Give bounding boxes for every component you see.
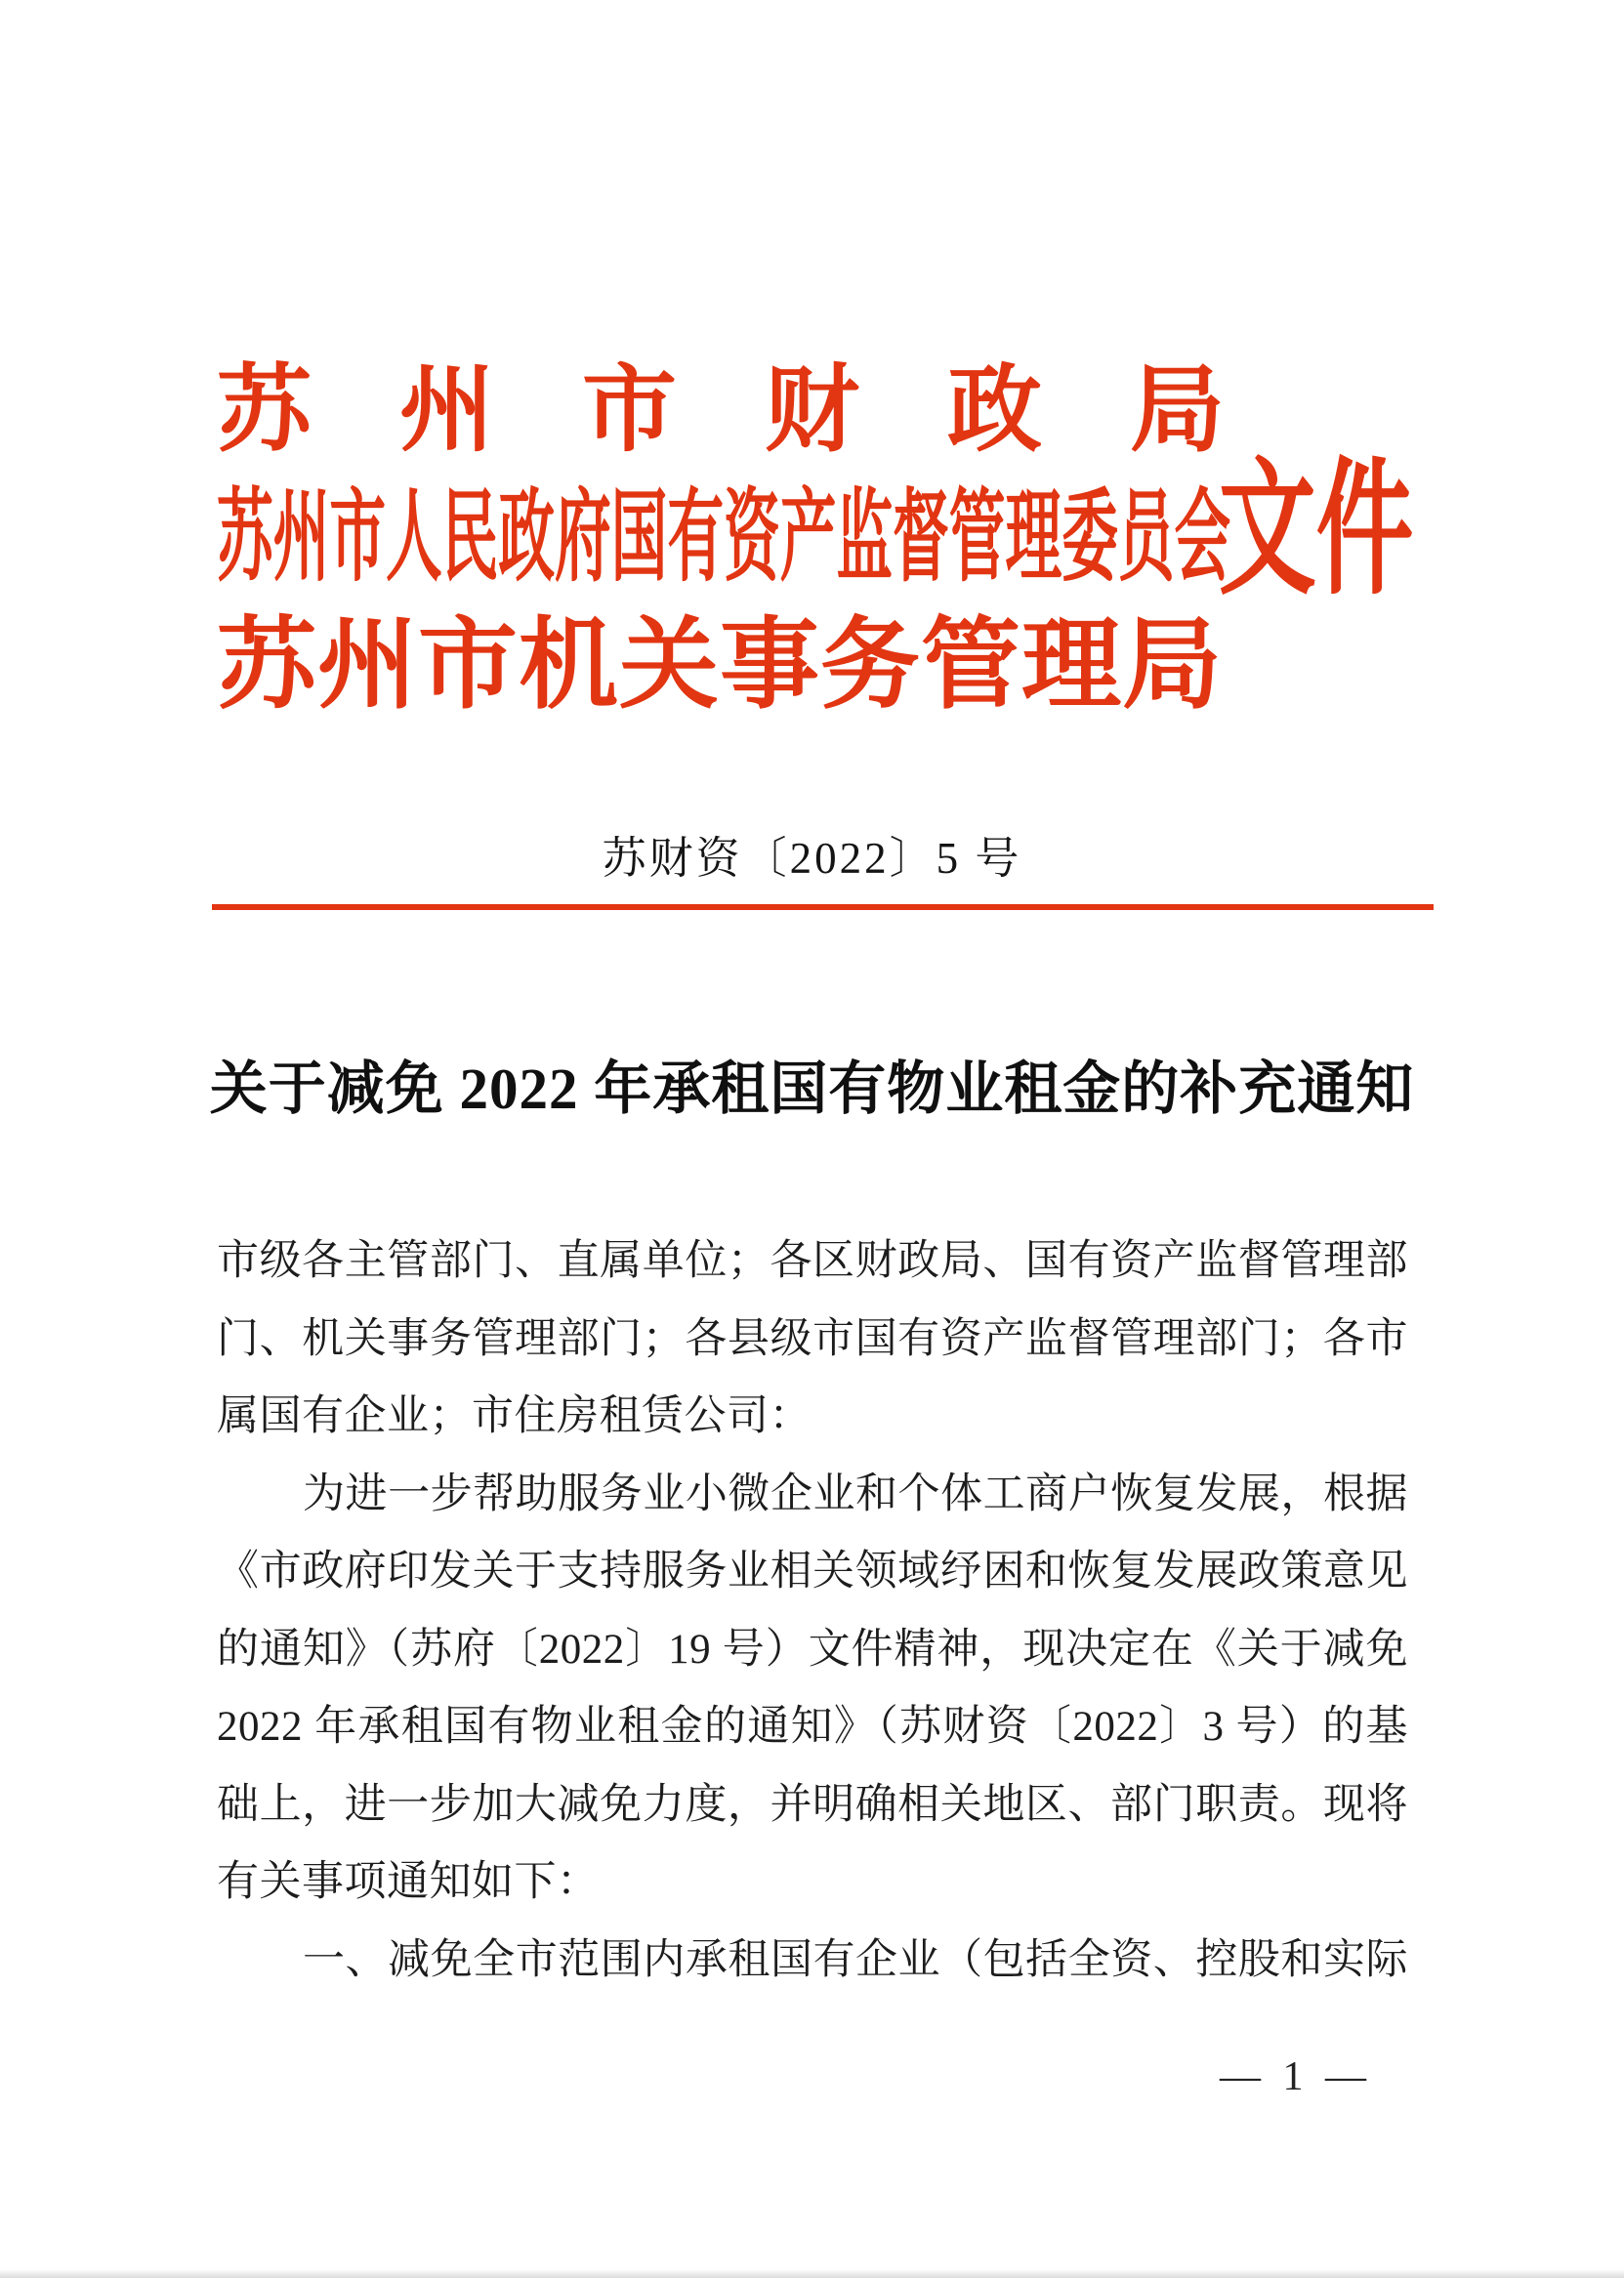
body-line: 市级各主管部门、直属单位；各区财政局、国有资产监督管理部 [217,1238,1408,1284]
body-line: 属国有企业；市住房租赁公司： [217,1393,812,1439]
body-line: 有关事项通知如下： [217,1859,600,1905]
page-number: — 1 — [1220,2054,1372,2099]
body-line: 的通知》（苏府〔2022〕19 号）文件精神，现决定在《关于减免 [217,1626,1408,1673]
document-title: 关于减免 2022 年承租国有物业租金的补充通知 [209,1056,1415,1121]
body-line: 2022 年承租国有物业租金的通知》（苏财资〔2022〕3 号）的基 [217,1704,1408,1750]
body-line: 门、机关事务管理部门；各县级市国有资产监督管理部门；各市 [217,1315,1408,1362]
body-line: 为进一步帮助服务业小微企业和个体工商户恢复发展，根据 [303,1470,1408,1517]
body-line: 础上，进一步加大减免力度，并明确相关地区、部门职责。现将 [217,1781,1408,1828]
body-line: 一、减免全市范围内承租国有企业（包括全资、控股和实际 [303,1936,1408,1983]
document-number: 苏财资〔2022〕5 号 [602,834,1022,883]
letterhead-org-line-3: 苏州市机关事务管理局 [217,611,1223,722]
page-bottom-edge [0,2269,1624,2278]
letterhead-org-line-1: 苏州市财政局 [217,358,1312,463]
red-divider-rule [212,904,1434,910]
body-line: 《市政府印发关于支持服务业相关领域纾困和恢复发展政策意见 [217,1549,1408,1595]
letterhead-doc-type-label: 文件 [1219,448,1414,612]
letterhead-org-line-2: 苏州市人民政府国有资产监督管理委员会 [217,482,1231,594]
document-body [217,1222,1408,1999]
